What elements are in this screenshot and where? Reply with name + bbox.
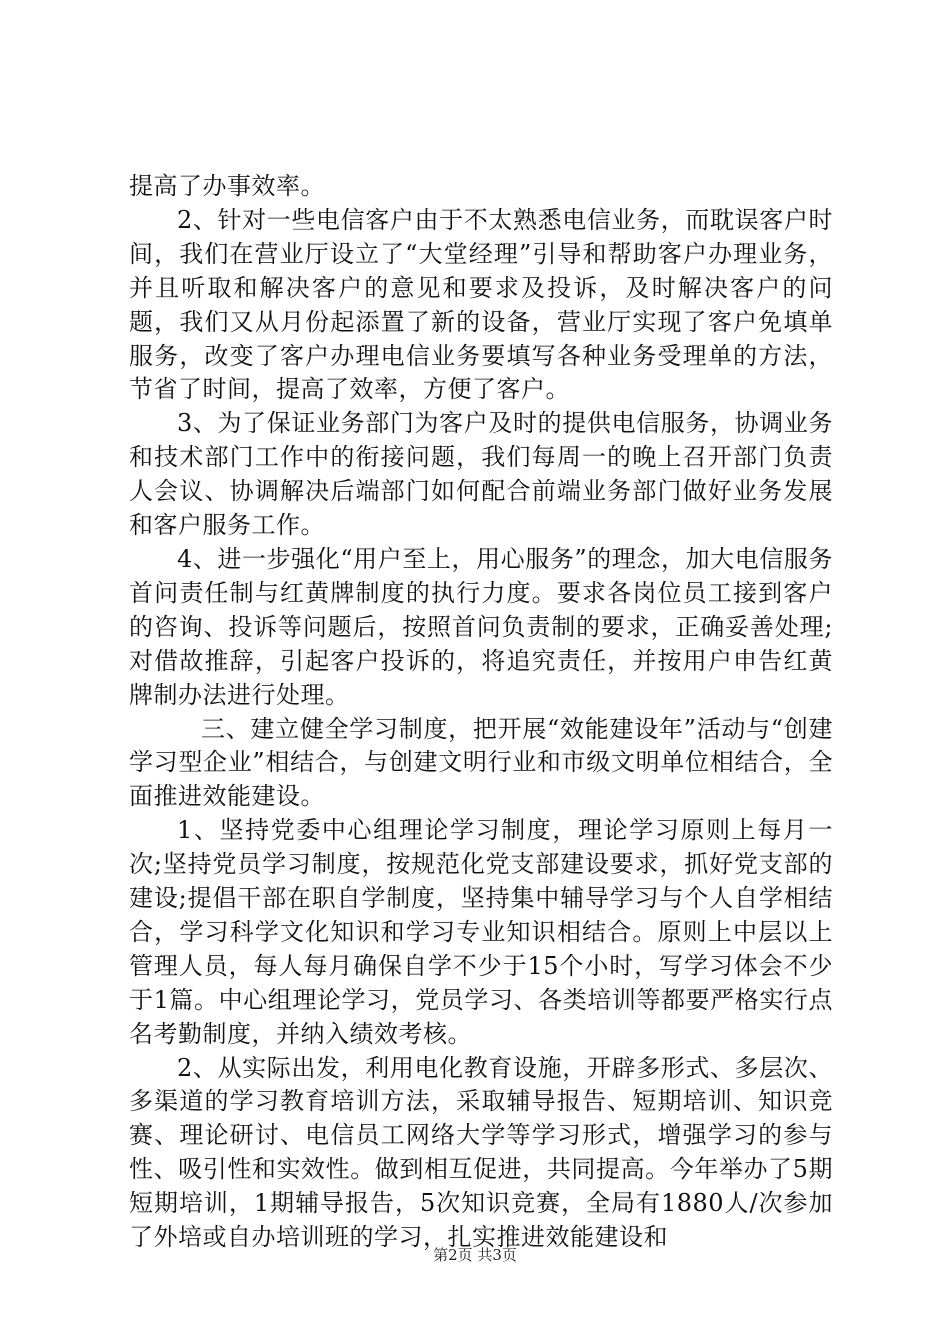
paragraph-continuation: 提高了办事效率。 <box>129 172 325 200</box>
paragraph-item-2-training: 2、从实际出发，利用电化教育设施，开辟多形式、多层次、多渠道的学习教育培训方法，采取辅导报告、短期培训、知识竞赛、理论研讨、电信员工网络大学等学习形式，增强学习的参与性、吸引性和实效性。做到相互促进，共同提高。今年举办了5期短期培训，1期辅导报告，5次知识竞赛，全局有1880人/次参加了外培或自办培训班的学习，扎实推进效能建设和 <box>129 1053 833 1252</box>
paragraph-item-3-coordination: 3、为了保证业务部门为客户及时的提供电信服务，协调业务和技术部门工作中的衔接问题，我们每周一的晚上召开部门负责人会议、协调解决后端部门如何配合前端业务部门做好业务发展和客户服务工作。 <box>129 409 833 540</box>
paragraph-item-2-service: 2、针对一些电信客户由于不太熟悉电信业务，而耽误客户时间，我们在营业厅设立了“大堂经理”引导和帮助客户办理业务，并且听取和解决客户的意见和要求及投诉，及时解决客户的问题，我们又从月份起添置了新的设备，营业厅实现了客户免填单服务，改变了客户办理电信业务要填写各种业务受理单的方法，节省了时间，提高了效率，方便了客户。 <box>129 205 833 404</box>
page-number-footer: 第2页 共3页 <box>433 1246 517 1264</box>
paragraph-item-1-study-system: 1、坚持党委中心组理论学习制度，理论学习原则上每月一次;坚持党员学习制度，按规范化党支部建设要求，抓好党支部的建设;提倡干部在职自学制度，坚持集中辅导学习与个人自学相结合，学习科学文化知识和学习专业知识相结合。原则上中层以上管理人员，每人每月确保自学不少于15个小时，写学习体会不少于1篇。中心组理论学习，党员学习、各类培训等都要严格实行点名考勤制度，并纳入绩效考核。 <box>129 816 833 1048</box>
paragraph-item-4-responsibility: 4、进一步强化“用户至上，用心服务”的理念，加大电信服务首问责任制与红黄牌制度的执行力度。要求各岗位员工接到客户的咨询、投诉等问题后，按照首问负责制的要求，正确妥善处理;对借故推辞，引起客户投诉的，将追究责任，并按用户申告红黄牌制办法进行处理。 <box>129 544 833 709</box>
document-body <box>129 170 833 1255</box>
section-heading-three: 三、建立健全学习制度，把开展“效能建设年”活动与“创建学习型企业”相结合，与创建文明行业和市级文明单位相结合，全面推进效能建设。 <box>129 714 833 811</box>
